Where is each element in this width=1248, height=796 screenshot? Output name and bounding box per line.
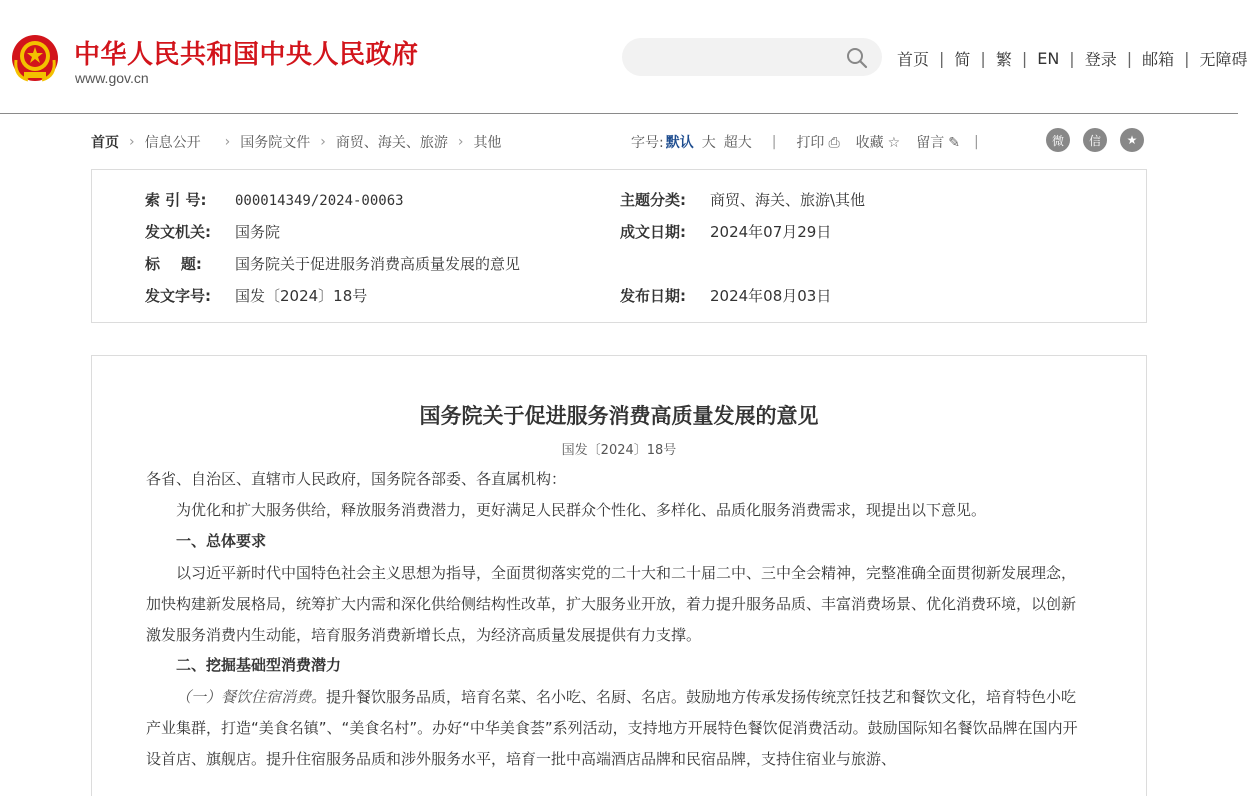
breadcrumb-state-council-docs[interactable]: 国务院文件	[240, 135, 311, 151]
meta-index	[145, 189, 404, 210]
star-icon: ☆	[887, 135, 901, 151]
nav-accessibility[interactable]: 无障碍	[1199, 50, 1248, 69]
meta-value: 000014349/2024-00063	[235, 193, 404, 209]
section1-heading: 一、总体要求	[176, 532, 267, 550]
print-button[interactable]	[796, 132, 839, 152]
article-body	[91, 355, 1147, 796]
comment-button[interactable]	[916, 132, 960, 152]
comment-label: 留言	[916, 135, 945, 151]
meta-docno	[145, 285, 367, 306]
meta-value: 2024年07月29日	[710, 223, 832, 241]
breadcrumb-info[interactable]: 信息公开	[144, 135, 201, 151]
meta-label: 发文字号:	[145, 287, 211, 305]
font-size-xlarge[interactable]: 超大	[723, 135, 752, 151]
site-url[interactable]: www.gov.cn	[75, 70, 149, 86]
font-size-label: 字号:	[631, 135, 664, 151]
meta-label: 成文日期:	[620, 223, 686, 241]
intro-paragraph: 为优化和扩大服务供给，释放服务消费潜力，更好满足人民群众个性化、多样化、品质化服务消费需求，现提出以下意见。	[176, 501, 987, 519]
chevron-right-icon: ›	[457, 134, 464, 150]
site-title[interactable]: 中华人民共和国中央人民政府	[74, 40, 419, 70]
breadcrumb-category[interactable]: 商贸、海关、旅游	[335, 135, 448, 151]
article-tools	[631, 132, 993, 152]
meta-issuer	[145, 221, 280, 242]
national-emblem-icon[interactable]	[10, 32, 60, 84]
search-icon[interactable]	[846, 47, 868, 69]
wechat-icon[interactable]: 信	[1083, 128, 1107, 152]
nav-home[interactable]: 首页	[897, 50, 930, 69]
chevron-right-icon: ›	[320, 134, 326, 150]
breadcrumb	[91, 132, 501, 152]
breadcrumb-home[interactable]: 首页	[91, 135, 119, 151]
divider: |	[973, 134, 979, 150]
favorite-label: 收藏	[855, 135, 884, 151]
print-label: 打印	[796, 135, 825, 151]
meta-label: 索 引 号:	[145, 191, 207, 209]
salutation: 各省、自治区、直辖市人民政府，国务院各部委、各直属机构：	[146, 470, 567, 488]
weibo-icon[interactable]: 微	[1046, 128, 1070, 152]
font-size-default[interactable]: 默认	[665, 135, 694, 151]
document-metadata	[91, 169, 1147, 323]
article-title: 国务院关于促进服务消费高质量发展的意见	[419, 403, 819, 428]
breadcrumb-other[interactable]: 其他	[473, 135, 502, 151]
nav-mail[interactable]: 邮箱	[1142, 50, 1175, 69]
favorite-button[interactable]	[856, 132, 901, 152]
meta-title	[145, 253, 520, 274]
chevron-right-icon: ›	[129, 134, 135, 150]
site-header	[0, 0, 1248, 114]
chevron-right-icon: ›	[224, 134, 231, 150]
nav-simplified[interactable]: 简	[954, 50, 971, 69]
meta-label: 发布日期:	[620, 287, 686, 305]
meta-value: 2024年08月03日	[710, 287, 832, 305]
nav-separator: |	[1184, 49, 1190, 68]
nav-separator: |	[980, 49, 986, 68]
meta-value: 国务院关于促进服务消费高质量发展的意见	[235, 255, 521, 273]
font-size-large[interactable]: 大	[701, 135, 716, 151]
section2-heading: 二、挖掘基础型消费潜力	[176, 656, 342, 674]
nav-separator: |	[939, 49, 945, 68]
meta-value: 国务院	[235, 223, 281, 241]
top-nav	[897, 47, 1248, 70]
meta-category	[620, 189, 865, 210]
nav-separator: |	[1126, 49, 1133, 68]
nav-english[interactable]: EN	[1037, 49, 1060, 68]
article-doc-number: 国发〔2024〕18号	[561, 443, 677, 458]
meta-value: 国发〔2024〕18号	[235, 287, 368, 305]
section1-paragraph: 以习近平新时代中国特色社会主义思想为指导，全面贯彻落实党的二十大和二十届二中、三中全会精神，完整准确全面贯彻新发展理念，加快构建新发展格局，统筹扩大内需和深化供给侧结构性改革，扩大服务业开放，着力提升服务品质、丰富消费场景、优化消费环境，以创新激发服务消费内生动能，培育服务消费新增长点，为经济高质量发展提供有力支撑。	[146, 564, 1077, 644]
share-buttons	[1046, 128, 1144, 152]
nav-login[interactable]: 登录	[1084, 50, 1117, 69]
search-input[interactable]	[622, 38, 882, 76]
divider: |	[771, 134, 777, 150]
pencil-icon: ✎	[948, 135, 960, 151]
meta-label: 发文机关:	[145, 223, 211, 241]
item1-body: 提升餐饮服务品质，培育名菜、名小吃、名厨、名店。鼓励地方传承发扬传统烹饪技艺和餐饮文化，培育特色小吃产业集群，打造“美食名镇”、“美食名村”。办好“中华美食荟”系列活动，支持地方开展特色餐饮促消费活动。鼓励国际知名餐饮品牌在国内开设首店、旗舰店。提升住宿服务品质和涉外服务水平，培育一批中高端酒店品牌和民宿品牌，支持住宿业与旅游、	[146, 688, 1078, 768]
meta-label: 标 题:	[145, 255, 202, 273]
meta-label: 主题分类:	[620, 191, 686, 209]
star-circle-icon[interactable]: ★	[1120, 128, 1144, 152]
meta-created	[620, 221, 831, 242]
meta-published	[620, 285, 831, 306]
item1-label: （一）餐饮住宿消费。	[176, 688, 327, 706]
nav-traditional[interactable]: 繁	[995, 50, 1012, 69]
nav-separator: |	[1021, 49, 1028, 68]
meta-value: 商贸、海关、旅游\其他	[710, 191, 866, 209]
breadcrumb-bar	[91, 130, 1147, 154]
printer-icon: ⎙	[828, 135, 840, 151]
item1-paragraph	[146, 682, 1090, 775]
nav-separator: |	[1069, 49, 1075, 68]
